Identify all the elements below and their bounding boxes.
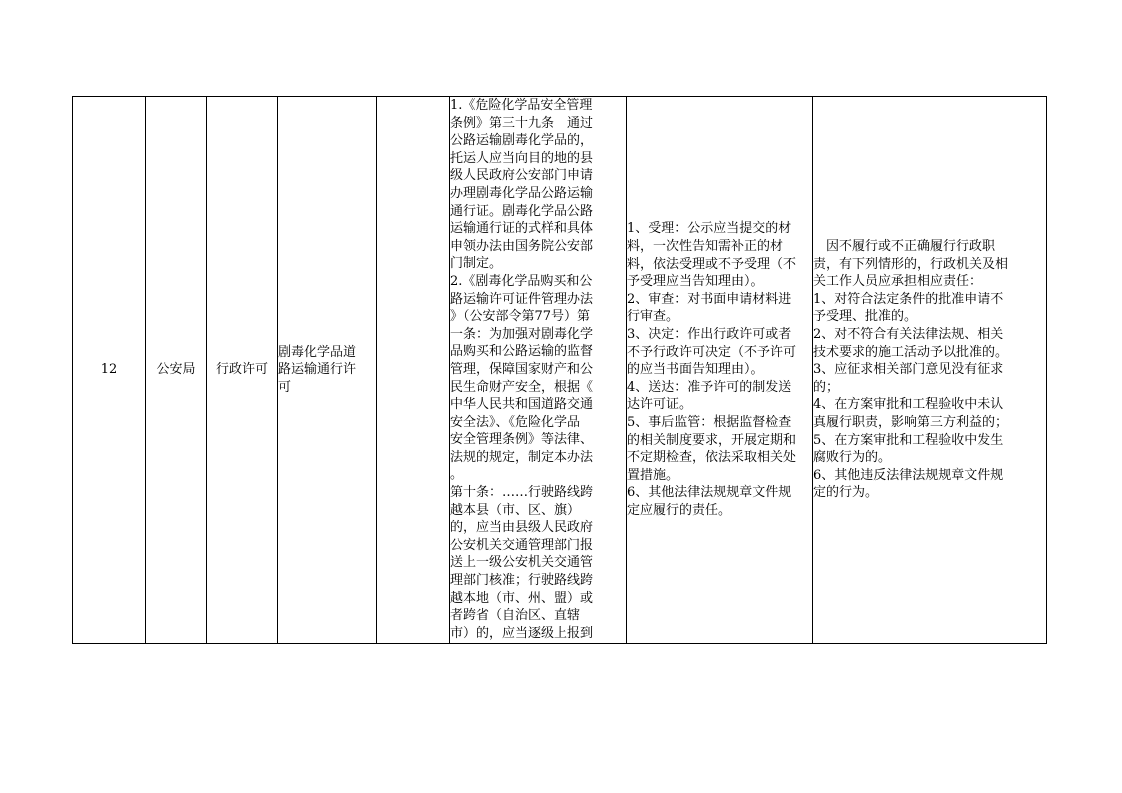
procedure-line: 达许可证。 bbox=[627, 397, 693, 413]
basis-line: 者跨省（自治区、直辖 bbox=[450, 608, 581, 624]
item-name-line: 路运输通行许 bbox=[278, 362, 357, 378]
procedure-line: 料，一次性告知需补正的材 bbox=[627, 239, 784, 255]
basis-line: 民生命财产安全，根据《 bbox=[450, 379, 594, 395]
basis-line: 条例》第三十九条 通过 bbox=[450, 115, 594, 131]
basis-line: 门制定。 bbox=[450, 256, 503, 272]
procedure-line: 行审查。 bbox=[627, 309, 680, 325]
basis-line: 越本地（市、州、盟）或 bbox=[450, 590, 594, 606]
responsibility-line: 责，有下列情形的，行政机关及相 bbox=[813, 256, 1009, 272]
responsibility-line: 的； bbox=[813, 379, 840, 395]
basis-line: 安全法》、《危险化学品 bbox=[450, 414, 581, 430]
item-name-line: 剧毒化学品道 bbox=[278, 344, 357, 360]
basis-line: 第十条：……行驶路线跨 bbox=[450, 485, 594, 501]
procedure-line: 3、决定：作出行政许可或者 bbox=[627, 327, 792, 343]
basis-line: 的，应当由县级人民政府 bbox=[450, 520, 594, 536]
responsibility-line: 1、对符合法定条件的批准申请不 bbox=[813, 291, 1004, 307]
basis-line: 运输通行证的式样和具体 bbox=[450, 221, 594, 237]
responsibility-line: 真履行职责，影响第三方利益的； bbox=[813, 414, 1009, 430]
responsibility-line: 4、在方案审批和工程验收中未认 bbox=[813, 397, 1004, 413]
basis-line: 送上一级公安机关交通管 bbox=[450, 555, 594, 571]
empty-cell bbox=[377, 97, 450, 644]
item-name-cell bbox=[278, 97, 377, 644]
responsibility-line: 予受理、批准的。 bbox=[813, 309, 918, 325]
procedure-line: 不定期检查，依法采取相关处 bbox=[627, 450, 797, 466]
row-number: 12 bbox=[100, 362, 118, 378]
item-category: 行政许可 bbox=[215, 362, 268, 378]
procedure-line: 予受理应当告知理由）。 bbox=[627, 274, 764, 290]
basis-line: 级人民政府公安部门申请 bbox=[450, 168, 594, 184]
basis-line: 1.《危险化学品安全管理 bbox=[450, 98, 593, 113]
basis-line: 。 bbox=[450, 467, 464, 483]
basis-line: 申领办法由国务院公安部 bbox=[450, 238, 594, 254]
responsibility-cell bbox=[813, 97, 1047, 644]
department-cell bbox=[146, 97, 207, 644]
legal-basis-text bbox=[450, 97, 626, 643]
responsibility-table bbox=[72, 96, 1047, 644]
responsibility-line: 6、其他违反法律法规规章文件规 bbox=[813, 467, 1004, 483]
procedure-line: 2、审查：对书面申请材料进 bbox=[627, 291, 792, 307]
basis-line: 法规的规定，制定本办法 bbox=[450, 449, 594, 465]
responsibility-line: 因不履行或不正确履行行政职 bbox=[826, 239, 996, 255]
basis-line: 公安机关交通管理部门报 bbox=[450, 537, 594, 553]
procedure-line: 不予行政许可决定（不予许可 bbox=[627, 344, 797, 360]
basis-line: 越本县（市、区、旗） bbox=[450, 502, 581, 518]
basis-line: 品购买和公路运输的监督 bbox=[450, 344, 594, 360]
basis-line: 公路运输剧毒化学品的， bbox=[450, 133, 594, 149]
procedure-line: 5、事后监管：根据监督检查 bbox=[627, 414, 792, 430]
basis-line: 管理，保障国家财产和公 bbox=[450, 361, 594, 377]
basis-line: 2.《剧毒化学品购买和公 bbox=[450, 273, 593, 289]
category-cell bbox=[207, 97, 278, 644]
procedure-line: 料，依法受理或不予受理（不 bbox=[627, 256, 797, 272]
basis-line: 安全管理条例》等法律、 bbox=[450, 432, 594, 448]
basis-line: 理部门核准；行驶路线跨 bbox=[450, 573, 594, 589]
item-name-line: 可 bbox=[278, 379, 292, 395]
procedure-cell bbox=[627, 97, 813, 644]
basis-line: 办理剧毒化学品公路运输 bbox=[450, 185, 594, 201]
department-name: 公安局 bbox=[156, 362, 196, 378]
responsibility-line: 定的行为。 bbox=[813, 485, 879, 501]
row-number-cell bbox=[73, 97, 146, 644]
responsibility-line: 关工作人员应承担相应责任： bbox=[813, 274, 983, 290]
procedure-line: 置措施。 bbox=[627, 467, 680, 483]
basis-line: 市）的，应当逐级上报到 bbox=[450, 625, 594, 641]
procedure-line: 6、其他法律法规规章文件规 bbox=[627, 485, 792, 501]
table-row bbox=[73, 97, 1047, 644]
responsibility-line: 2、对不符合有关法律法规、相关 bbox=[813, 327, 1004, 343]
responsibility-line: 5、在方案审批和工程验收中发生 bbox=[813, 432, 1004, 448]
basis-line: 路运输许可证件管理办法 bbox=[450, 291, 594, 307]
responsibility-line: 技术要求的施工活动予以批准的。 bbox=[813, 344, 1009, 360]
basis-line: 托运人应当向目的地的县 bbox=[450, 150, 594, 166]
procedure-line: 的应当书面告知理由）。 bbox=[627, 362, 764, 378]
responsibility-line: 腐败行为的。 bbox=[813, 450, 892, 466]
procedure-line: 的相关制度要求，开展定期和 bbox=[627, 432, 797, 448]
basis-line: 一条：为加强对剧毒化学 bbox=[450, 326, 594, 342]
basis-line: 通行证。剧毒化学品公路 bbox=[450, 203, 594, 219]
procedure-line: 4、送达：准予许可的制发送 bbox=[627, 379, 792, 395]
procedure-line: 1、受理：公示应当提交的材 bbox=[627, 221, 792, 237]
basis-line: 中华人民共和国道路交通 bbox=[450, 397, 594, 413]
basis-line: 》（公安部令第77号）第 bbox=[450, 309, 591, 325]
procedure-line: 定应履行的责任。 bbox=[627, 502, 732, 518]
responsibility-line: 3、应征求相关部门意见没有征求 bbox=[813, 362, 1004, 378]
legal-basis-cell bbox=[450, 97, 627, 644]
